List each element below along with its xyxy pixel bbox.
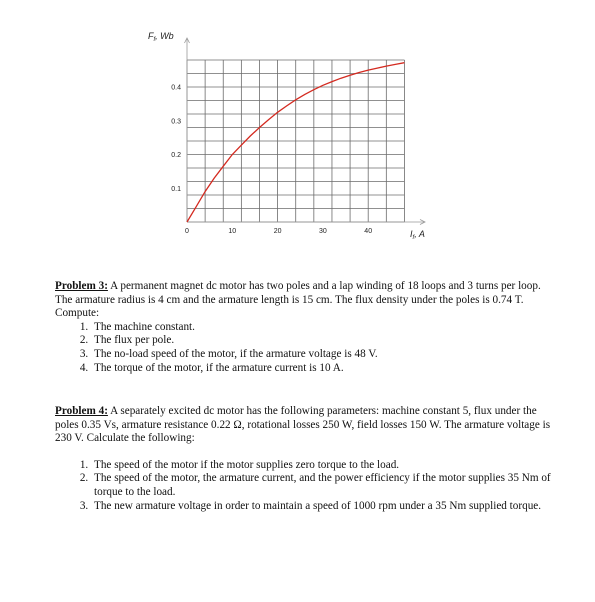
y-tick-label: 0.4 [171,84,181,92]
x-axis-label: $I_f$, A [410,229,425,241]
y-tick-label: 0.2 [171,152,181,159]
problem-4-heading: Problem 4: [55,405,108,417]
problem-3-heading: Problem 3: [55,280,108,292]
y-tick-label: 0.1 [171,185,181,193]
list-item: 2. The speed of the motor, the armature current, and the power efficiency if the motor supplies 35 Nm of torque to the load. [91,472,555,499]
problem-3-list [55,321,555,375]
problem-3-statement [55,280,555,321]
list-item: 3. The new armature voltage in order to maintain a speed of 1000 rpm under a 35 Nm supplied torque. [91,500,555,514]
chart-tick-labels [171,85,372,236]
list-item: 1. The machine constant. [91,321,555,335]
x-tick-label: 0 [185,228,189,235]
y-axis-label: $F_f$, Wb [148,31,174,43]
problem-3-text: A permanent magnet dc motor has two poles and a lap winding of 18 loops and 3 turns per loop. The armature radius is 4 cm and the armature length is 15 cm. The flux density under the poles is 0.74 T. Compute: [55,280,541,320]
x-tick-label: 30 [319,228,327,235]
x-tick-label: 20 [273,228,282,235]
y-tick-label: 0.3 [171,118,181,126]
x-tick-label: 40 [364,228,373,235]
problem-4-list [55,459,555,513]
x-tick-label: 10 [228,228,237,235]
problem-3 [55,280,555,375]
flux-current-chart [0,0,595,270]
list-item: 2. The flux per pole. [91,334,555,348]
list-item: 4. The torque of the motor, if the armature current is 10 A. [91,362,555,376]
chart-grid [187,60,404,222]
problem-4-statement [55,405,555,446]
list-item: 1. The speed of the motor if the motor supplies zero torque to the load. [91,459,555,473]
problem-4-text: A separately excited dc motor has the following parameters: machine constant 5, flux under the poles 0.35 Vs, armature resistance 0.22 Ω, rotational losses 250 W, field losses 150 W. The armature voltage is 230 V. Calculate the following: [55,405,551,445]
problem-4 [55,405,555,513]
list-item: 3. The no-load speed of the motor, if the armature voltage is 48 V. [91,348,555,362]
